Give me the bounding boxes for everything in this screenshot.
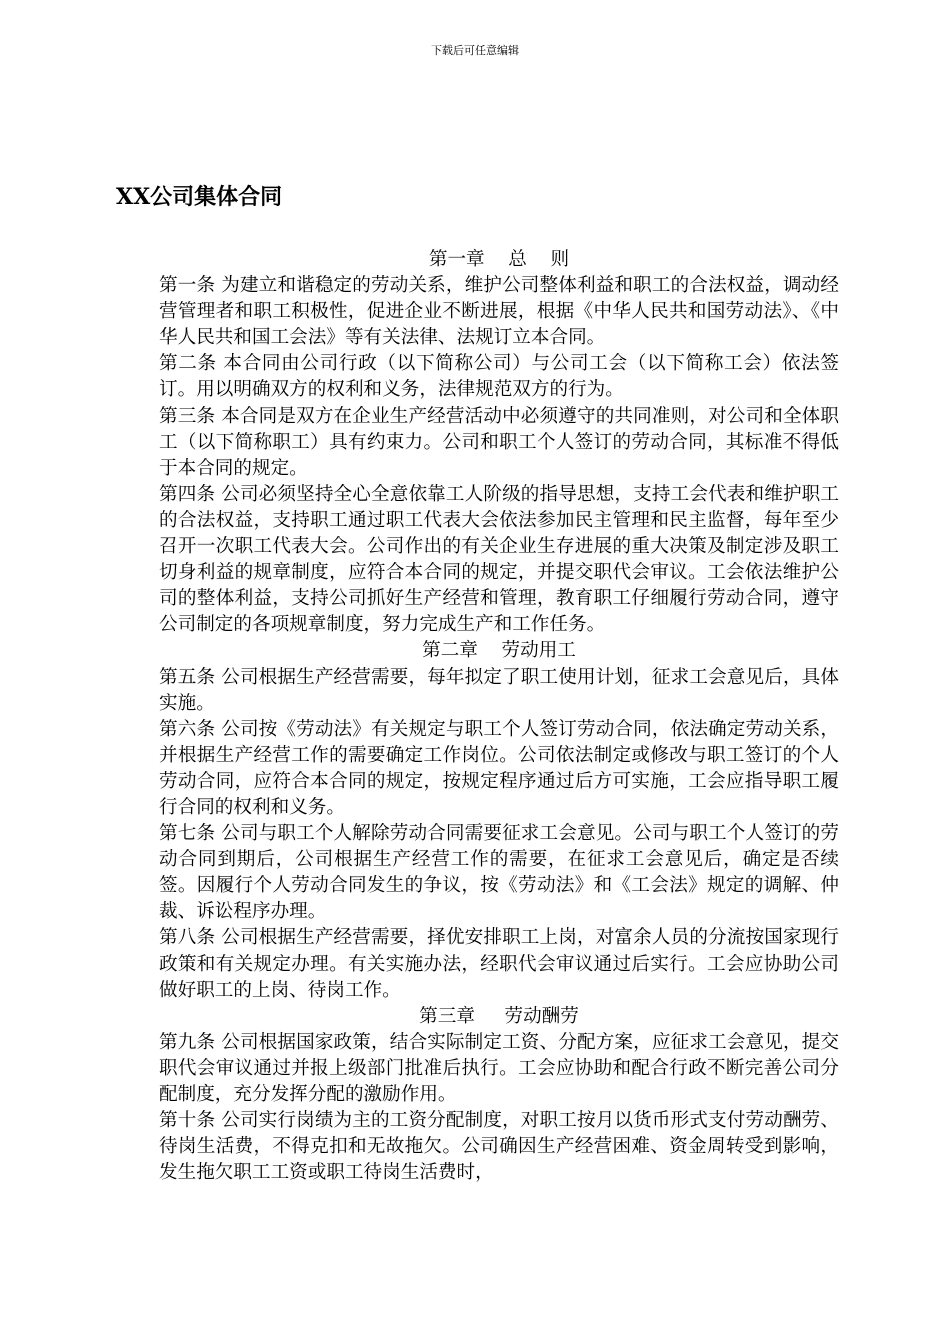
article-paragraph: 第三条 本合同是双方在企业生产经营活动中必须遵守的共同准则，对公司和全体职工（以下简称职工）具有约束力。公司和职工个人签订的劳动合同，其标准不得低于本合同的规定。	[159, 405, 839, 479]
page-header-note: 下载后可任意编辑	[431, 44, 519, 57]
chapter-heading: 第一章 总 则	[428, 249, 570, 270]
article-paragraph: 第五条 公司根据生产经营需要，每年拟定了职工使用计划，征求工会意见后，具体实施。	[159, 666, 839, 714]
article-paragraph: 第一条 为建立和谐稳定的劳动关系，维护公司整体利益和职工的合法权益，调动经营管理者和职工积极性，促进企业不断进展，根据《中华人民共和国劳动法》、《中华人民共和国工会法》等有关法律、法规订立本合同。	[159, 275, 839, 349]
chapter-heading: 第二章 劳动用工	[422, 640, 576, 662]
article-paragraph: 第七条 公司与职工个人解除劳动合同需要征求工会意见。公司与职工个人签订的劳动合同到期后，公司根据生产经营工作的需要，在征求工会意见后，确定是否续签。因履行个人劳动合同发生的争议，按《劳动法》和《工会法》规定的调解、仲裁、诉讼程序办理。	[159, 823, 839, 923]
document-body	[159, 247, 839, 1186]
chapter-heading: 第三章 劳动酬劳	[419, 1005, 579, 1027]
article-paragraph: 第八条 公司根据生产经营需要，择优安排职工上岗，对富余人员的分流按国家现行政策和有关规定办理。有关实施办法，经职代会审议通过后实行。工会应协助公司做好职工的上岗、待岗工作。	[159, 927, 839, 1001]
chapter-3	[159, 1004, 839, 1187]
document-title: XX公司集体合同	[116, 184, 283, 210]
chapter-2	[159, 638, 839, 1003]
chapter-1	[159, 247, 839, 638]
article-paragraph: 第二条 本合同由公司行政（以下简称公司）与公司工会（以下简称工会）依法签订。用以明确双方的权利和义务，法律规范双方的行为。	[159, 353, 839, 401]
article-paragraph: 第九条 公司根据国家政策，结合实际制定工资、分配方案，应征求工会意见，提交职代会审议通过并报上级部门批准后执行。工会应协助和配合行政不断完善公司分配制度，充分发挥分配的激励作用。	[159, 1031, 839, 1105]
article-paragraph: 第十条 公司实行岗绩为主的工资分配制度，对职工按月以货币形式支付劳动酬劳、待岗生活费，不得克扣和无故拖欠。公司确因生产经营困难、资金周转受到影响，发生拖欠职工工资或职工待岗生活费时，	[159, 1110, 839, 1184]
article-paragraph: 第六条 公司按《劳动法》有关规定与职工个人签订劳动合同，依法确定劳动关系，并根据生产经营工作的需要确定工作岗位。公司依法制定或修改与职工签订的个人劳动合同，应符合本合同的规定，按规定程序通过后方可实施，工会应指导职工履行合同的权利和义务。	[159, 718, 839, 818]
article-paragraph: 第四条 公司必须坚持全心全意依靠工人阶级的指导思想，支持工会代表和维护职工的合法权益，支持职工通过职工代表大会依法参加民主管理和民主监督，每年至少召开一次职工代表大会。公司作出的有关企业生存进展的重大决策及制定涉及职工切身利益的规章制度，应符合本合同的规定，并提交职代会审议。工会依法维护公司的整体利益，支持公司抓好生产经营和管理，教育职工仔细履行劳动合同，遵守公司制定的各项规章制度，努力完成生产和工作任务。	[159, 483, 839, 636]
